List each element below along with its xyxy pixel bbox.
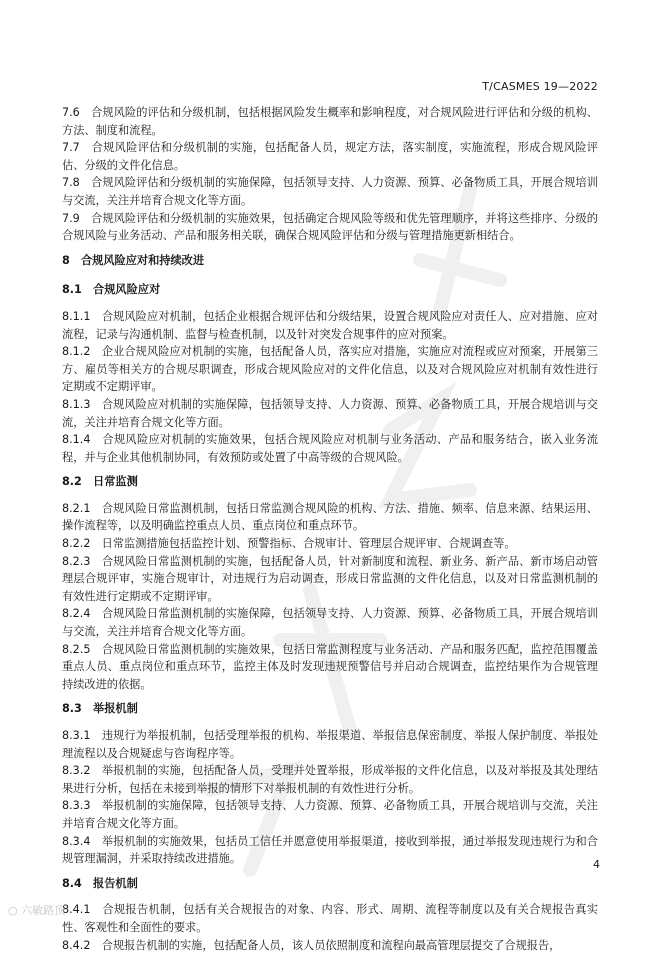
page-number: 4 — [593, 858, 600, 871]
clause-paragraph: 7.6 合规风险的评估和分级机制，包括根据风险发生概率和影响程度，对合规风险进行评估和分级的机构、方法、制度和流程。 — [62, 106, 598, 137]
clause-paragraph: 8.2.4 合规风险日常监测机制的实施保障，包括领导支持、人力资源、预算、必备物质工具，开展合规培训与交流，关注并培育合规文化等方面。 — [62, 607, 598, 639]
section-heading: 8.4 报告机制 — [62, 876, 138, 890]
clause-paragraph: 7.8 合规风险评估和分级机制的实施保障，包括领导支持、人力资源、预算、必备物质工具，开展合规培训与交流，关注并培育合规文化等方面。 — [62, 176, 598, 207]
clause-paragraph: 8.4.1 合规报告机制，包括有关合规报告的对象、内容、形式、周期、流程等制度以及有关合规报告真实性、客观性和全面性的要求。 — [62, 903, 598, 934]
watermark-logo — [8, 902, 65, 918]
clause-paragraph: 8.2.1 合规风险日常监测机制，包括日常监测合规风险的机构、方法、措施、频率、信息来源、结果运用、操作流程等，以及明确监控重点人员、重点岗位和重点环节。 — [62, 501, 598, 533]
section-heading: 8.3 举报机制 — [62, 702, 138, 716]
section-heading: 8.2 日常监测 — [62, 475, 138, 489]
clause-paragraph: 8.3.2 举报机制的实施，包括配备人员，受理并处置举报，形成举报的文件化信息，以及对举报及其处理结果进行分析，包括在未接到举报的情形下对举报机制的有效性进行分析。 — [62, 764, 598, 795]
clause-paragraph: 8.1.4 合规风险应对机制的实施效果，包括合规风险应对机制与业务活动、产品和服务结合，嵌入业务流程，并与企业其他机制协同，有效预防或处置了中高等级的合规风险。 — [62, 433, 598, 464]
clause-paragraph: 8.3.3 举报机制的实施保障，包括领导支持、人力资源、预算、必备物质工具，开展合规培训与交流，关注并培育合规文化等方面。 — [62, 799, 598, 830]
logo-icon: ○ — [8, 904, 18, 917]
clause-paragraph: 8.2.2 日常监测措施包括监控计划、预警指标、合规审计、管理层合规评审、合规调查等。 — [62, 537, 516, 551]
clause-paragraph: 8.3.1 违规行为举报机制，包括受理举报的机构、举报渠道、举报信息保密制度、举报人保护制度、举报处理流程以及合规疑虑与咨询程序等。 — [62, 729, 598, 760]
standard-code: T/CASMES 19—2022 — [482, 80, 598, 93]
document-body — [62, 104, 598, 954]
clause-paragraph: 8.1.3 合规风险应对机制的实施保障，包括领导支持、人力资源、预算、必备物质工具，开展合规培训与交流，关注并培育合规文化等方面。 — [62, 397, 598, 429]
clause-paragraph: 7.9 合规风险评估和分级机制的实施效果，包括确定合规风险等级和优先管理顺序，并将这些排序、分级的合规风险与业务活动、产品和服务相关联，确保合规风险评估和分级与管理措施更新相结合。 — [62, 211, 598, 243]
clause-paragraph: 8.3.4 举报机制的实施效果，包括员工信任并愿意使用举报渠道，接收到举报，通过举报发现违规行为和合规管理漏洞，并采取持续改进措施。 — [62, 834, 598, 866]
section-heading: 8.1 合规风险应对 — [62, 283, 161, 297]
clause-paragraph: 8.1.1 合规风险应对机制，包括企业根据合规评估和分级结果，设置合规风险应对责任人、应对措施、应对流程，记录与沟通机制、监督与检查机制，以及针对突发合规事件的应对预案。 — [62, 309, 598, 341]
clause-paragraph: 8.1.2 企业合规风险应对机制的实施，包括配备人员，落实应对措施，实施应对流程或应对预案，开展第三方、雇员等相关方的合规尽职调查，形成合规风险应对的文件化信息，以及对合规风险应对机制有效性进行定期或不定期评审。 — [62, 345, 598, 394]
clause-paragraph: 8.2.5 合规风险日常监测机制的实施效果，包括日常监测程度与业务活动、产品和服务匹配，监控范围覆盖重点人员、重点岗位和重点环节，监控主体及时发现违规预警信号并启动合规调查，监控结果作为合规管理持续改进的依据。 — [62, 642, 598, 691]
logo-text: 六敏路顶 — [21, 904, 66, 917]
clause-paragraph: 7.7 合规风险评估和分级机制的实施，包括配备人员，规定方法，落实制度，实施流程，形成合规风险评估、分级的文件化信息。 — [62, 141, 598, 172]
clause-paragraph: 8.4.2 合规报告机制的实施，包括配备人员，该人员依照制度和流程向最高管理层提交了合规报告， — [62, 938, 561, 952]
chapter-heading: 8 合规风险应对和持续改进 — [62, 253, 205, 267]
clause-paragraph: 8.2.3 合规风险日常监测机制的实施，包括配备人员，针对新制度和流程、新业务、新产品、新市场启动管理层合规评审，实施合规审计，对违规行为启动调查，形成日常监测的文件化信息，以及对日常监测机制的有效性进行定期或不定期评审。 — [62, 554, 598, 603]
